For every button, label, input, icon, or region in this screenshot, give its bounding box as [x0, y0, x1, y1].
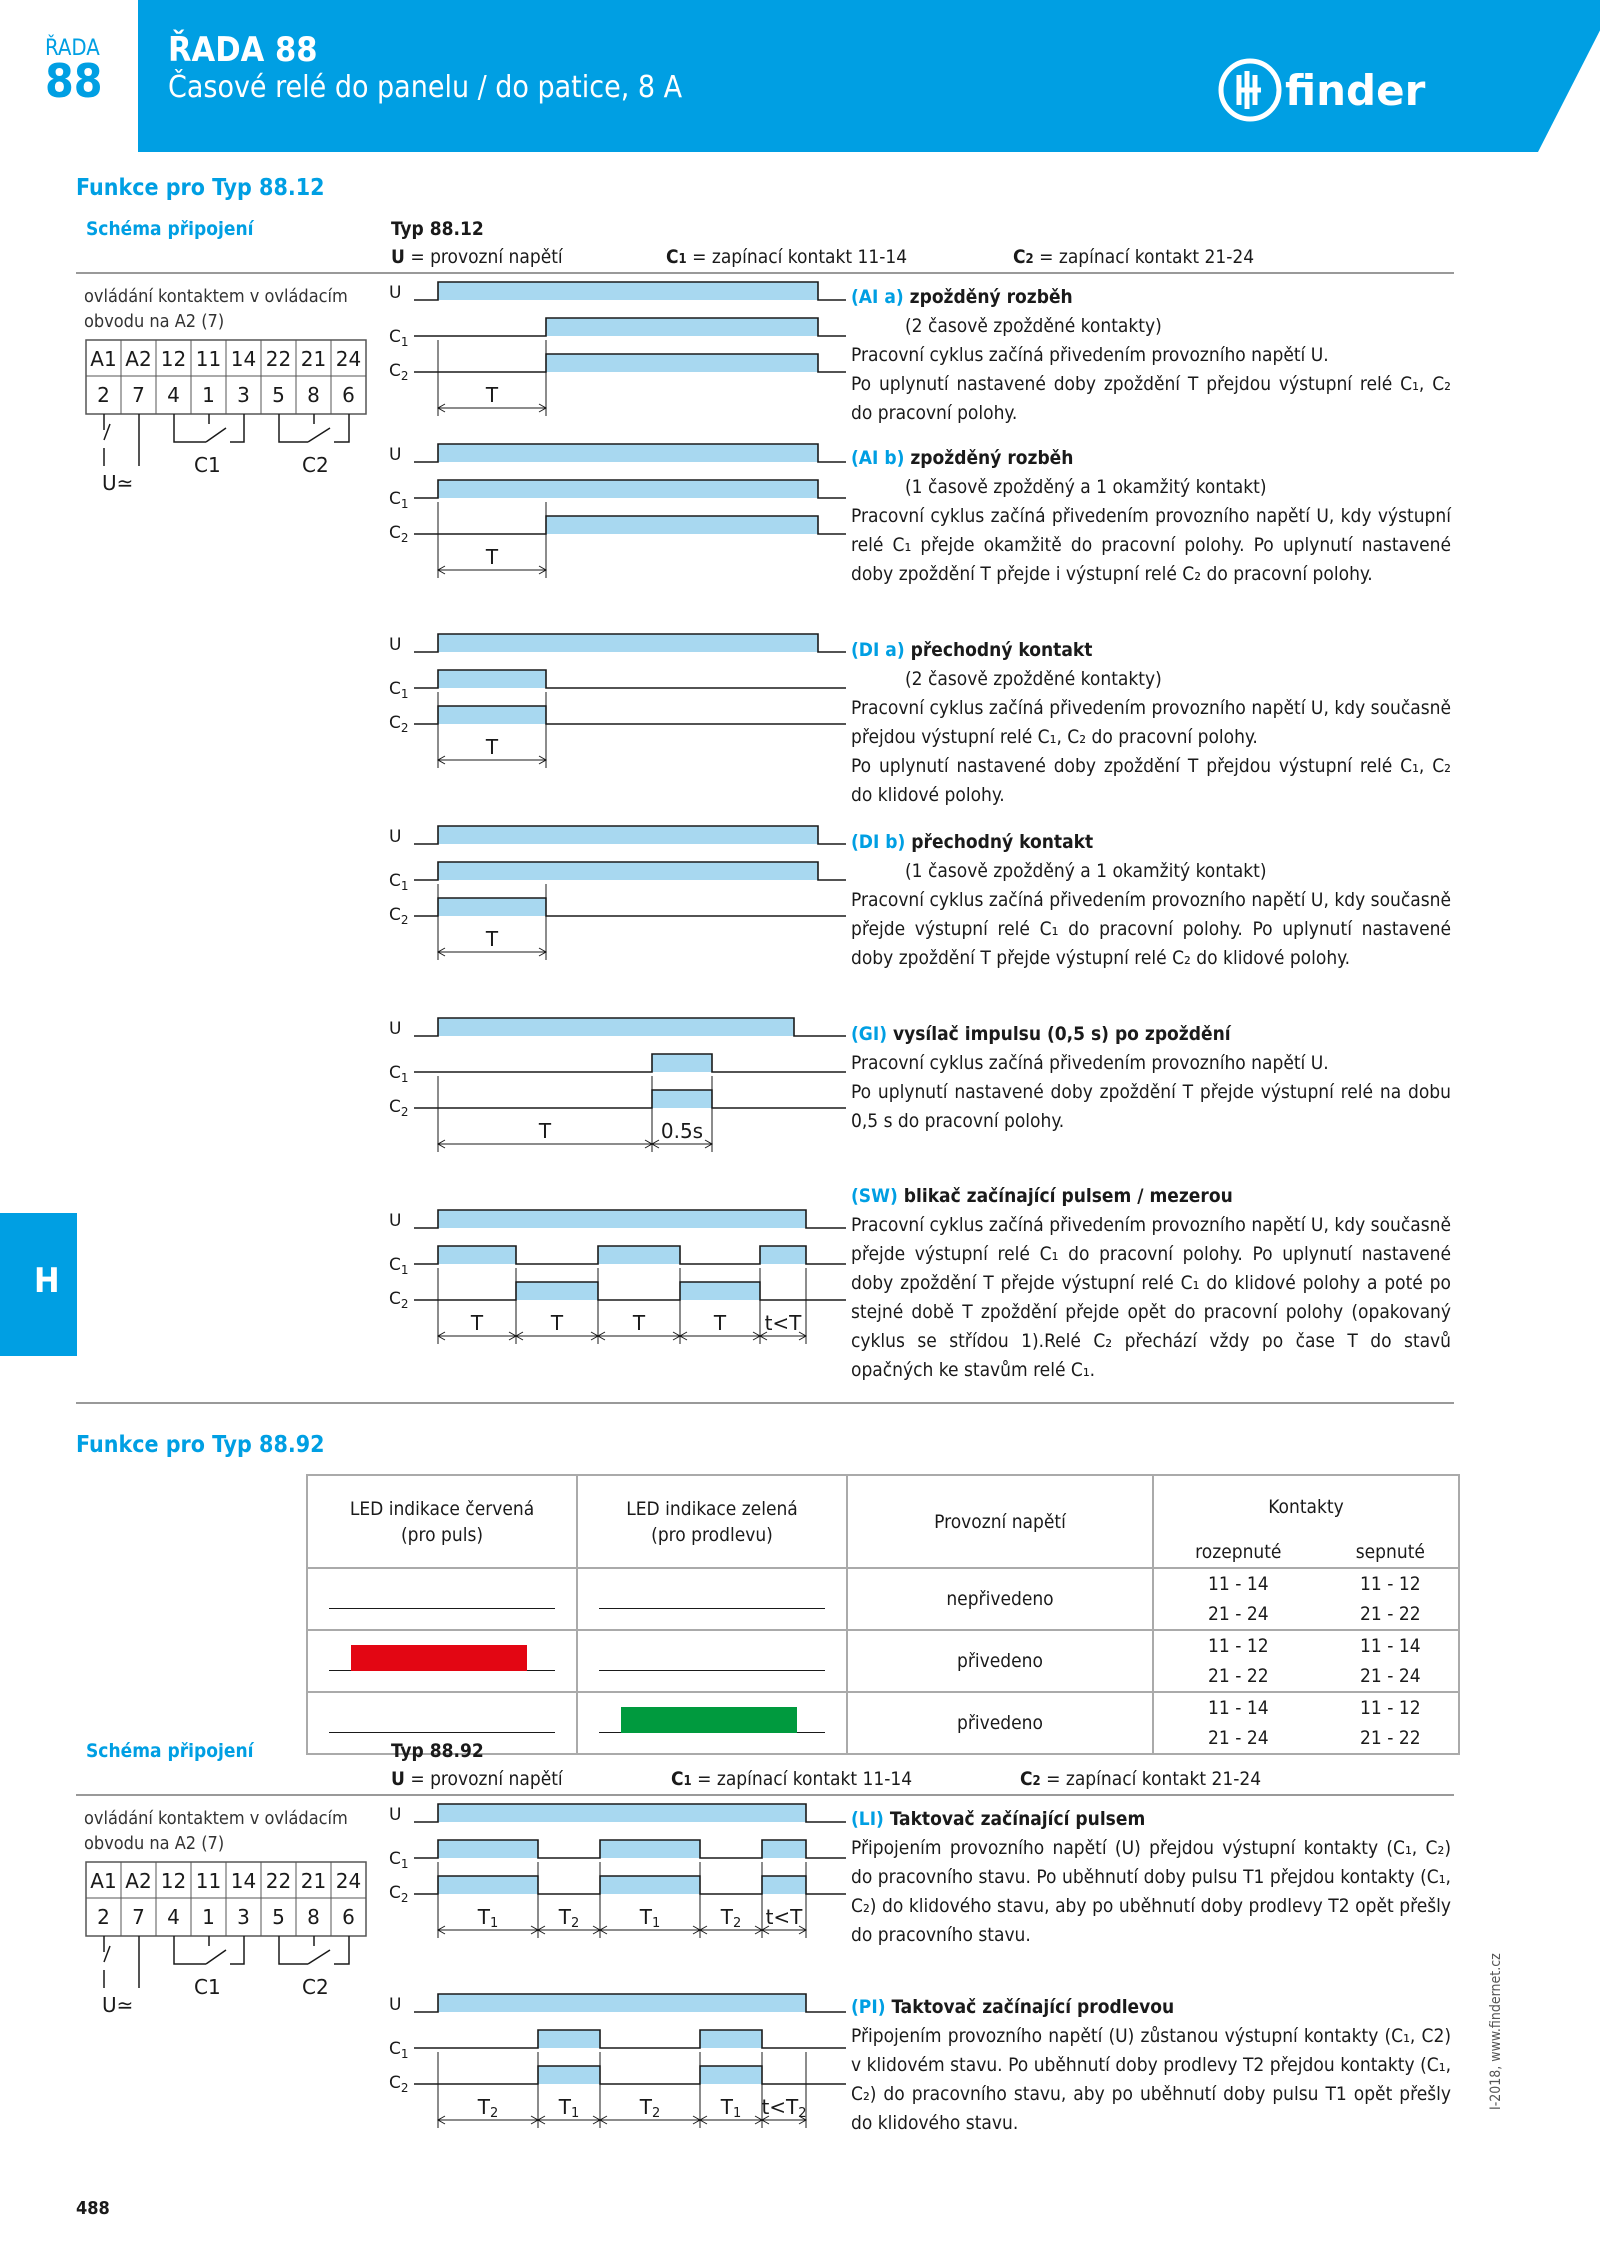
dimension-label: T [485, 545, 499, 569]
timing-diagrams-8812 [384, 280, 844, 1335]
timing-diagram [389, 826, 846, 960]
function-name: zpožděný rozběh [904, 447, 1074, 469]
pulse-fill [760, 1246, 806, 1264]
divider [76, 1794, 1454, 1796]
pulse-fill [598, 1246, 680, 1264]
dimension-label: t<T [765, 1905, 803, 1929]
led-off-line [599, 1608, 825, 1609]
dimension-label: T1 [639, 1905, 661, 1931]
dimension-label: T [713, 1311, 727, 1335]
signal-label: $C_2$ [389, 1883, 409, 1905]
signal-label: U [389, 1211, 402, 1231]
function-code: (GI) [851, 1023, 888, 1045]
function-name: přechodný kontakt [905, 831, 1094, 853]
contacts-open-cell: 11 - 14 21 - 24 [1153, 1568, 1323, 1630]
divider [76, 1402, 1454, 1404]
signal-label: $C_1$ [389, 1063, 409, 1085]
section-tab-h: H [0, 1213, 77, 1356]
signal-label: U [389, 1019, 402, 1039]
function-code: (SW) [851, 1185, 898, 1207]
led-off-line [329, 1732, 555, 1733]
terminal-label: 11 [195, 1869, 222, 1893]
function-description-line: Pracovní cyklus začíná přivedením provozního napětí U, kdy současně přejde výstupní relé C₁ do pracovní polohy. Po uplynutí nastavené doby zpoždění T přejde výstupní relé C₂ do klidové polohy. [851, 889, 1451, 969]
function-name: přechodný kontakt [904, 639, 1093, 661]
col-contacts: Kontakty [1153, 1475, 1459, 1537]
wiring-diagram-8892 [84, 1860, 374, 2020]
finder-logo [1215, 55, 1455, 129]
pulse-fill [700, 2030, 762, 2048]
function-name: vysílač impulsu (0,5 s) po zpoždění [887, 1023, 1231, 1045]
timing-diagram [389, 1210, 846, 1344]
terminal-number: 6 [342, 383, 355, 407]
c2-label: C2 [302, 453, 329, 477]
col-contacts-open: rozepnuté [1153, 1537, 1323, 1568]
dimension-label: T [632, 1311, 646, 1335]
c2-label: C2 [302, 1975, 329, 1999]
terminal-label: A1 [90, 347, 117, 371]
terminal-label: 24 [335, 347, 362, 371]
contact-c1 [174, 414, 244, 442]
pulse-fill [546, 318, 818, 336]
type-label-8892: Typ 88.92 [391, 1740, 484, 1762]
dimension-label: T2 [720, 1905, 742, 1931]
dimension-label: T [485, 383, 499, 407]
pulse-fill [700, 2066, 762, 2084]
function-gi [851, 1020, 1451, 1136]
table-row [307, 1630, 1459, 1692]
dimension-label: T2 [639, 2095, 661, 2121]
dimension-label: T [485, 927, 499, 951]
pulse-fill [438, 1804, 806, 1822]
signal-trace [414, 2030, 846, 2048]
led-cell [307, 1630, 577, 1692]
signal-label: U [389, 635, 402, 655]
contact-c2 [279, 414, 349, 442]
signal-label: U [389, 1995, 402, 2015]
signal-trace [414, 1054, 846, 1072]
function-description-line: (2 časově zpožděné kontakty) [905, 668, 1162, 690]
signal-trace [414, 1090, 846, 1108]
led-off-line [329, 1608, 555, 1609]
schema-label-8812: Schéma připojení [86, 218, 254, 240]
dimension-label: T [470, 1311, 484, 1335]
dimension-label: T2 [477, 2095, 499, 2121]
pulse-fill [652, 1054, 712, 1072]
function-ai-a [851, 283, 1451, 428]
function-description-line: Pracovní cyklus začíná přivedením provozního napětí U. [851, 1052, 1329, 1074]
pulse-fill [438, 670, 546, 688]
signal-label: $C_1$ [389, 2039, 409, 2061]
function-name: Taktovač začínající pulsem [883, 1808, 1146, 1830]
function-code: (AI a) [851, 286, 904, 308]
function-description-line: (2 časově zpožděné kontakty) [905, 315, 1162, 337]
pulse-fill [438, 862, 818, 880]
supply-label: U≃ [102, 1993, 134, 2017]
pulse-fill [538, 2066, 600, 2084]
function-name: zpožděný rozběh [903, 286, 1073, 308]
terminal-label: 22 [265, 347, 292, 371]
terminal-number: 4 [167, 1905, 180, 1929]
function-code: (PI) [851, 1996, 886, 2018]
pulse-fill [546, 516, 818, 534]
contact-c1 [174, 1936, 244, 1964]
led-on-bar [621, 1707, 797, 1733]
pulse-fill [438, 1876, 538, 1894]
contacts-closed-cell: 11 - 12 21 - 22 [1323, 1568, 1459, 1630]
function-description-line: Po uplynutí nastavené doby zpoždění T přejdou výstupní relé C₁, C₂ do pracovní polohy. [851, 373, 1451, 424]
divider [76, 272, 1454, 274]
page-title: ŘADA 88 [168, 30, 318, 70]
legend-c1-8892: C1 = zapínací kontakt 11-14 [671, 1768, 913, 1790]
signal-label: $C_2$ [389, 713, 409, 735]
terminal-number: 1 [202, 1905, 215, 1929]
terminal-number: 2 [97, 1905, 110, 1929]
led-off-line [599, 1670, 825, 1671]
pulse-fill [438, 444, 818, 462]
terminal-number: 8 [307, 1905, 320, 1929]
function-description-line: Po uplynutí nastavené doby zpoždění T přejdou výstupní relé C₁, C₂ do klidové polohy. [851, 755, 1451, 806]
timing-diagram [389, 1994, 846, 2128]
dimension-label: 0.5s [660, 1119, 704, 1143]
terminal-number: 8 [307, 383, 320, 407]
signal-label: $C_1$ [389, 1255, 409, 1277]
terminal-number: 1 [202, 383, 215, 407]
col-red-led: LED indikace červená (pro puls) [307, 1475, 577, 1568]
terminal-label: 14 [230, 1869, 257, 1893]
led-cell [577, 1630, 847, 1692]
pulse-fill [546, 354, 818, 372]
function-name: blikač začínající pulsem / mezerou [897, 1185, 1233, 1207]
signal-label: $C_1$ [389, 1849, 409, 1871]
terminal-label: 12 [160, 1869, 187, 1893]
function-description-line: Pracovní cyklus začíná přivedením provozního napětí U. [851, 344, 1329, 366]
terminal-number: 2 [97, 383, 110, 407]
pulse-fill [538, 2030, 600, 2048]
pulse-fill [438, 1018, 794, 1036]
signal-label: U [389, 827, 402, 847]
led-cell [307, 1568, 577, 1630]
function-ai-b [851, 444, 1451, 589]
terminal-number: 3 [237, 383, 250, 407]
section-title-8892: Funkce pro Typ 88.92 [76, 1432, 325, 1458]
dimension-label: T1 [720, 2095, 742, 2121]
terminal-number: 5 [272, 383, 285, 407]
contacts-open-cell: 11 - 14 21 - 24 [1153, 1692, 1323, 1754]
terminal-label: A1 [90, 1869, 117, 1893]
pulse-fill [438, 1994, 806, 2012]
dimension-label: T1 [558, 2095, 580, 2121]
terminal-label: 11 [195, 347, 222, 371]
terminal-label: 24 [335, 1869, 362, 1893]
wiring-note-8892: ovládání kontaktem v ovládacím obvodu na A2 (7) [84, 1808, 348, 1854]
terminal-number: 3 [237, 1905, 250, 1929]
signal-label: U [389, 445, 402, 465]
legend-c2-8892: C2 = zapínací kontakt 21-24 [1020, 1768, 1262, 1790]
page-number: 488 [76, 2198, 110, 2219]
pulse-fill [438, 898, 546, 916]
pulse-fill [438, 826, 818, 844]
dimension-label: T1 [477, 1905, 499, 1931]
dimension-label: t<T2 [761, 2095, 807, 2121]
pulse-fill [438, 1246, 516, 1264]
signal-label: $C_2$ [389, 1097, 409, 1119]
terminal-label: 12 [160, 347, 187, 371]
function-description-line: Po uplynutí nastavené doby zpoždění T přejde výstupní relé na dobu 0,5 s do pracovní polohy. [851, 1081, 1451, 1132]
col-contacts-closed: sepnuté [1323, 1537, 1459, 1568]
terminal-number: 7 [132, 383, 145, 407]
function-code: (AI b) [851, 447, 905, 469]
pulse-fill [762, 1840, 806, 1858]
terminal-number: 4 [167, 383, 180, 407]
timing-diagram [389, 634, 846, 768]
function-description-line: Pracovní cyklus začíná přivedením provozního napětí U, kdy současně přejde výstupní relé C₁ do pracovní polohy. Po uplynutí nastavené doby zpoždění T přejde výstupní relé C₁ do klidové polohy a poté po stejné době T zpoždění přejde opět do pracovní polohy (opakovaný cyklus se střídou 1).Relé C₂ přechází vždy po čase T do stavů opačných ke stavům relé C₁. [851, 1214, 1451, 1381]
wiring-note-8812: ovládání kontaktem v ovládacím obvodu na A2 (7) [84, 286, 348, 332]
pulse-fill [438, 1210, 806, 1228]
terminal-label: 21 [300, 1869, 327, 1893]
signal-label: $C_1$ [389, 489, 409, 511]
signal-label: $C_2$ [389, 2073, 409, 2095]
function-code: (LI) [851, 1808, 884, 1830]
series-number: 88 [45, 54, 103, 108]
function-name: Taktovač začínající prodlevou [885, 1996, 1175, 2018]
terminal-number: 6 [342, 1905, 355, 1929]
pulse-fill [438, 480, 818, 498]
legend-c2-8812: C2 = zapínací kontakt 21-24 [1013, 246, 1255, 268]
pulse-fill [600, 1876, 700, 1894]
terminal-label: 21 [300, 347, 327, 371]
function-description-line: Připojením provozního napětí (U) přejdou výstupní kontakty (C₁, C₂) do pracovního stavu. Po uběhnutí doby pulsu T1 přejdou kontakty (C₁, C₂) do klidového stavu, aby po uběhnutí doby prodlevy T2 opět přešly do pracovního stavu. [851, 1837, 1451, 1946]
timing-diagram [389, 282, 846, 416]
timing-diagram [389, 444, 846, 578]
function-description-line: (1 časově zpožděný a 1 okamžitý kontakt) [905, 860, 1267, 882]
function-di-b [851, 828, 1451, 973]
signal-label: $C_2$ [389, 1289, 409, 1311]
switch-symbol [104, 414, 110, 466]
type-label-8812: Typ 88.12 [391, 218, 484, 240]
pulse-fill [600, 1840, 700, 1858]
function-li [851, 1805, 1451, 1950]
signal-trace [414, 2066, 846, 2084]
signal-label: U [389, 283, 402, 303]
series-label: ŘADA [45, 36, 100, 61]
contacts-closed-cell: 11 - 14 21 - 24 [1323, 1630, 1459, 1692]
signal-label: $C_2$ [389, 905, 409, 927]
pulse-fill [680, 1282, 760, 1300]
timing-diagram [389, 1804, 846, 1938]
led-indication-table [306, 1474, 1460, 1755]
terminal-label: 14 [230, 347, 257, 371]
wiring-diagram-8812 [84, 338, 374, 498]
function-di-a [851, 636, 1451, 810]
voltage-cell: přivedeno [847, 1630, 1153, 1692]
function-pi [851, 1993, 1451, 2138]
legend-c1-8812: C1 = zapínací kontakt 11-14 [666, 246, 908, 268]
pulse-fill [762, 1876, 806, 1894]
legend-u-8892: U = provozní napětí [391, 1768, 563, 1790]
led-on-bar [351, 1645, 527, 1671]
footer-side-text: I-2018, www.findernet.cz [1488, 1953, 1504, 2110]
function-description-line: (1 časově zpožděný a 1 okamžitý kontakt) [905, 476, 1267, 498]
function-description-line: Připojením provozního napětí (U) zůstanou výstupní kontakty (C₁, C2) v klidovém stavu. Po uběhnutí doby prodlevy T2 přejdou kontakty (C₁, C₂) do pracovního stavu, aby po uběhnutí doby pulsu T1 opět přešly do klidového stavu. [851, 2025, 1451, 2134]
pulse-fill [438, 282, 818, 300]
col-voltage: Provozní napětí [847, 1475, 1153, 1568]
signal-label: U [389, 1805, 402, 1825]
signal-trace [414, 1282, 846, 1300]
signal-label: $C_1$ [389, 679, 409, 701]
c1-label: C1 [194, 1975, 221, 1999]
supply-label: U≃ [102, 471, 134, 495]
led-cell [577, 1692, 847, 1754]
voltage-cell: nepřivedeno [847, 1568, 1153, 1630]
function-sw [851, 1182, 1451, 1385]
contacts-open-cell: 11 - 12 21 - 22 [1153, 1630, 1323, 1692]
signal-label: $C_1$ [389, 871, 409, 893]
pulse-fill [516, 1282, 598, 1300]
timing-diagrams-8892 [384, 1802, 844, 2152]
function-code: (DI b) [851, 831, 906, 853]
dimension-label: t<T [764, 1311, 802, 1335]
timing-diagram [389, 1018, 846, 1152]
terminal-number: 5 [272, 1905, 285, 1929]
schema-label-8892: Schéma připojení [86, 1740, 254, 1762]
page-subtitle: Časové relé do panelu / do patice, 8 A [168, 70, 683, 105]
contact-c2 [279, 1936, 349, 1964]
terminal-label: A2 [125, 347, 152, 371]
dimension-label: T2 [558, 1905, 580, 1931]
function-description-line: Pracovní cyklus začíná přivedením provozního napětí U, kdy výstupní relé C₁ přejde okamžitě do pracovní polohy. Po uplynutí nastavené doby zpoždění T přejde i výstupní relé C₂ do pracovní polohy. [851, 505, 1451, 585]
section-title-8812: Funkce pro Typ 88.12 [76, 175, 325, 201]
logo-text: finder [1285, 66, 1426, 115]
dimension-label: T [550, 1311, 564, 1335]
pulse-fill [438, 634, 818, 652]
dimension-label: T [538, 1119, 552, 1143]
signal-label: $C_2$ [389, 523, 409, 545]
c1-label: C1 [194, 453, 221, 477]
table-row [307, 1568, 1459, 1630]
terminal-label: 22 [265, 1869, 292, 1893]
signal-label: $C_1$ [389, 327, 409, 349]
terminal-label: A2 [125, 1869, 152, 1893]
pulse-fill [438, 1840, 538, 1858]
dimension-label: T [485, 735, 499, 759]
legend-u-8812: U = provozní napětí [391, 246, 563, 268]
function-description-line: Pracovní cyklus začíná přivedením provozního napětí U, kdy současně přejdou výstupní relé C₁, C₂ do pracovní polohy. [851, 697, 1451, 748]
signal-label: $C_2$ [389, 361, 409, 383]
contacts-closed-cell: 11 - 12 21 - 22 [1323, 1692, 1459, 1754]
terminal-number: 7 [132, 1905, 145, 1929]
pulse-fill [438, 706, 546, 724]
led-cell [577, 1568, 847, 1630]
switch-symbol [104, 1936, 110, 1988]
pulse-fill [652, 1090, 712, 1108]
function-code: (DI a) [851, 639, 905, 661]
voltage-cell: přivedeno [847, 1692, 1153, 1754]
col-green-led: LED indikace zelená (pro prodlevu) [577, 1475, 847, 1568]
